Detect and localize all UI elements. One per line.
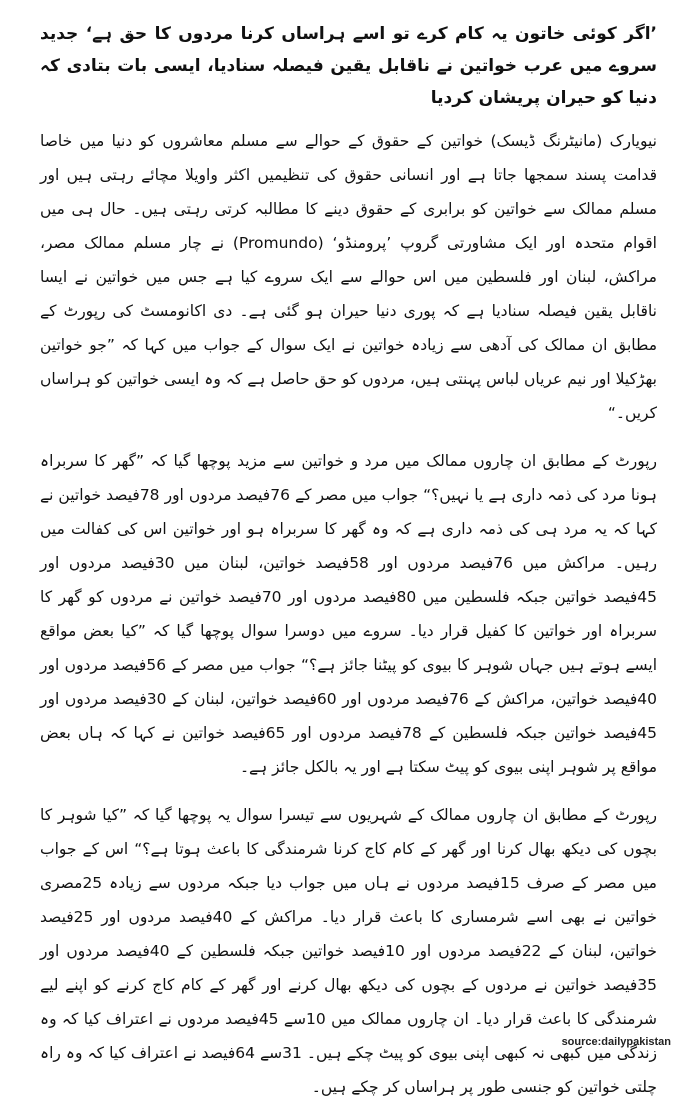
article-paragraph-3: رپورٹ کے مطابق ان چاروں ممالک کے شہریوں سے تیسرا سوال یہ پوچھا گیا کہ ”کیا شوہر کا بچوں کی دیکھ بھال کرنا اور گھر کے کام کاج کرنا شرمندگی کا باعث ہوتا ہے؟“ اس کے جواب میں مصر کے صرف 15فیصد مردوں نے ہاں میں جواب دیا جبکہ مردوں سے زیادہ 25مصری خواتین نے بھی اسے شرمساری کا باعث قرار دیا۔ مراکش کے 40فیصد مردوں اور 25فیصد خواتین، لبنان کے 22فیصد مردوں اور 10فیصد خواتین جبکہ فلسطین کے 40فیصد مردوں اور 35فیصد خواتین نے مردوں کے بچوں کی دیکھ بھال کرنے اور گھر کے کام کاج کرنے کو اپنے لیے شرمندگی کا باعث قرار دیا۔ ان چاروں ممالک میں 10سے 45فیصد مردوں نے اعتراف کیا کہ وہ زندگی میں کبھی نہ کبھی اپنی بیوی کو پیٹ چکے ہیں۔ 31سے 64فیصد نے اعتراف کیا کہ وہ راہ چلتی خواتین کو جنسی طور پر ہراساں کر چکے ہیں۔ [40, 806, 657, 1096]
article-headline: ’اگر کوئی خاتون یہ کام کرے تو اسے ہراساں کرنا مردوں کا حق ہے‘ جدید سروے میں عرب خواتین نے ناقابل یقین فیصلہ سنادیا، ایسی بات بتادی کہ دنیا کو حیران پریشان کردیا [40, 24, 657, 108]
article-paragraph-1: نیویارک (مانیٹرنگ ڈیسک) خواتین کے حقوق کے حوالے سے مسلم معاشروں کو دنیا میں خاصا قدامت پسند سمجھا جاتا ہے اور انسانی حقوق کی تنظیمیں اکثر واویلا مچائے رہتی ہیں اور مسلم ممالک سے خواتین کو برابری کے حقوق دینے کا مطالبہ کرتی رہتی ہیں۔ حال ہی میں اقوام متحدہ اور ایک مشاورتی گروپ ’پرومنڈو‘ (Promundo) نے چار مسلم ممالک مصر، مراکش، لبنان اور فلسطین میں اس حوالے سے ایک سروے کیا ہے جس میں خواتین نے ایسا ناقابل یقین فیصلہ سنادیا ہے کہ پوری دنیا حیران ہو گئی ہے۔ دی اکانومسٹ کی رپورٹ کے مطابق ان ممالک کی آدھی سے زیادہ خواتین نے ایک سوال کے جواب میں کہا کہ ”جو خواتین بھڑکیلا اور نیم عریاں لباس پہنتی ہیں، مردوں کو حق حاصل ہے کہ وہ ایسی خواتین کو ہراساں کریں۔“ [40, 132, 657, 422]
source-credit: source:dailypakistan [561, 1036, 671, 1048]
article-paragraph-2: رپورٹ کے مطابق ان چاروں ممالک میں مرد و خواتین سے مزید پوچھا گیا کہ ”گھر کا سربراہ ہونا مرد کی ذمہ داری ہے یا نہیں؟“ جواب میں مصر کے 76فیصد مردوں اور 78فیصد خواتین نے کہا کہ یہ مرد ہی کی ذمہ داری ہے کہ وہ گھر کا سربراہ ہو اور خواتین اس کی کفالت میں رہیں۔ مراکش میں 76فیصد مردوں اور 58فیصد خواتین، لبنان میں 30فیصد مردوں اور 45فیصد خواتین جبکہ فلسطین میں 80فیصد مردوں اور 70فیصد خواتین نے مردوں کو گھر کا سربراہ اور خواتین کا کفیل قرار دیا۔ سروے میں دوسرا سوال پوچھا گیا کہ ”کیا بعض مواقع ایسے ہوتے ہیں جہاں شوہر کا بیوی کو پیٹنا جائز ہے؟“ جواب میں مصر کے 56فیصد مردوں اور 40فیصد خواتین، مراکش کے 76فیصد مردوں اور 60فیصد خواتین، لبنان کے 30فیصد مردوں اور 45فیصد خواتین جبکہ فلسطین کے 78فیصد مردوں اور 65فیصد خواتین نے کہا کہ ہاں بعض مواقع پر شوہر اپنی بیوی کو پیٹ سکتا ہے اور یہ بالکل جائز ہے۔ [40, 452, 658, 776]
